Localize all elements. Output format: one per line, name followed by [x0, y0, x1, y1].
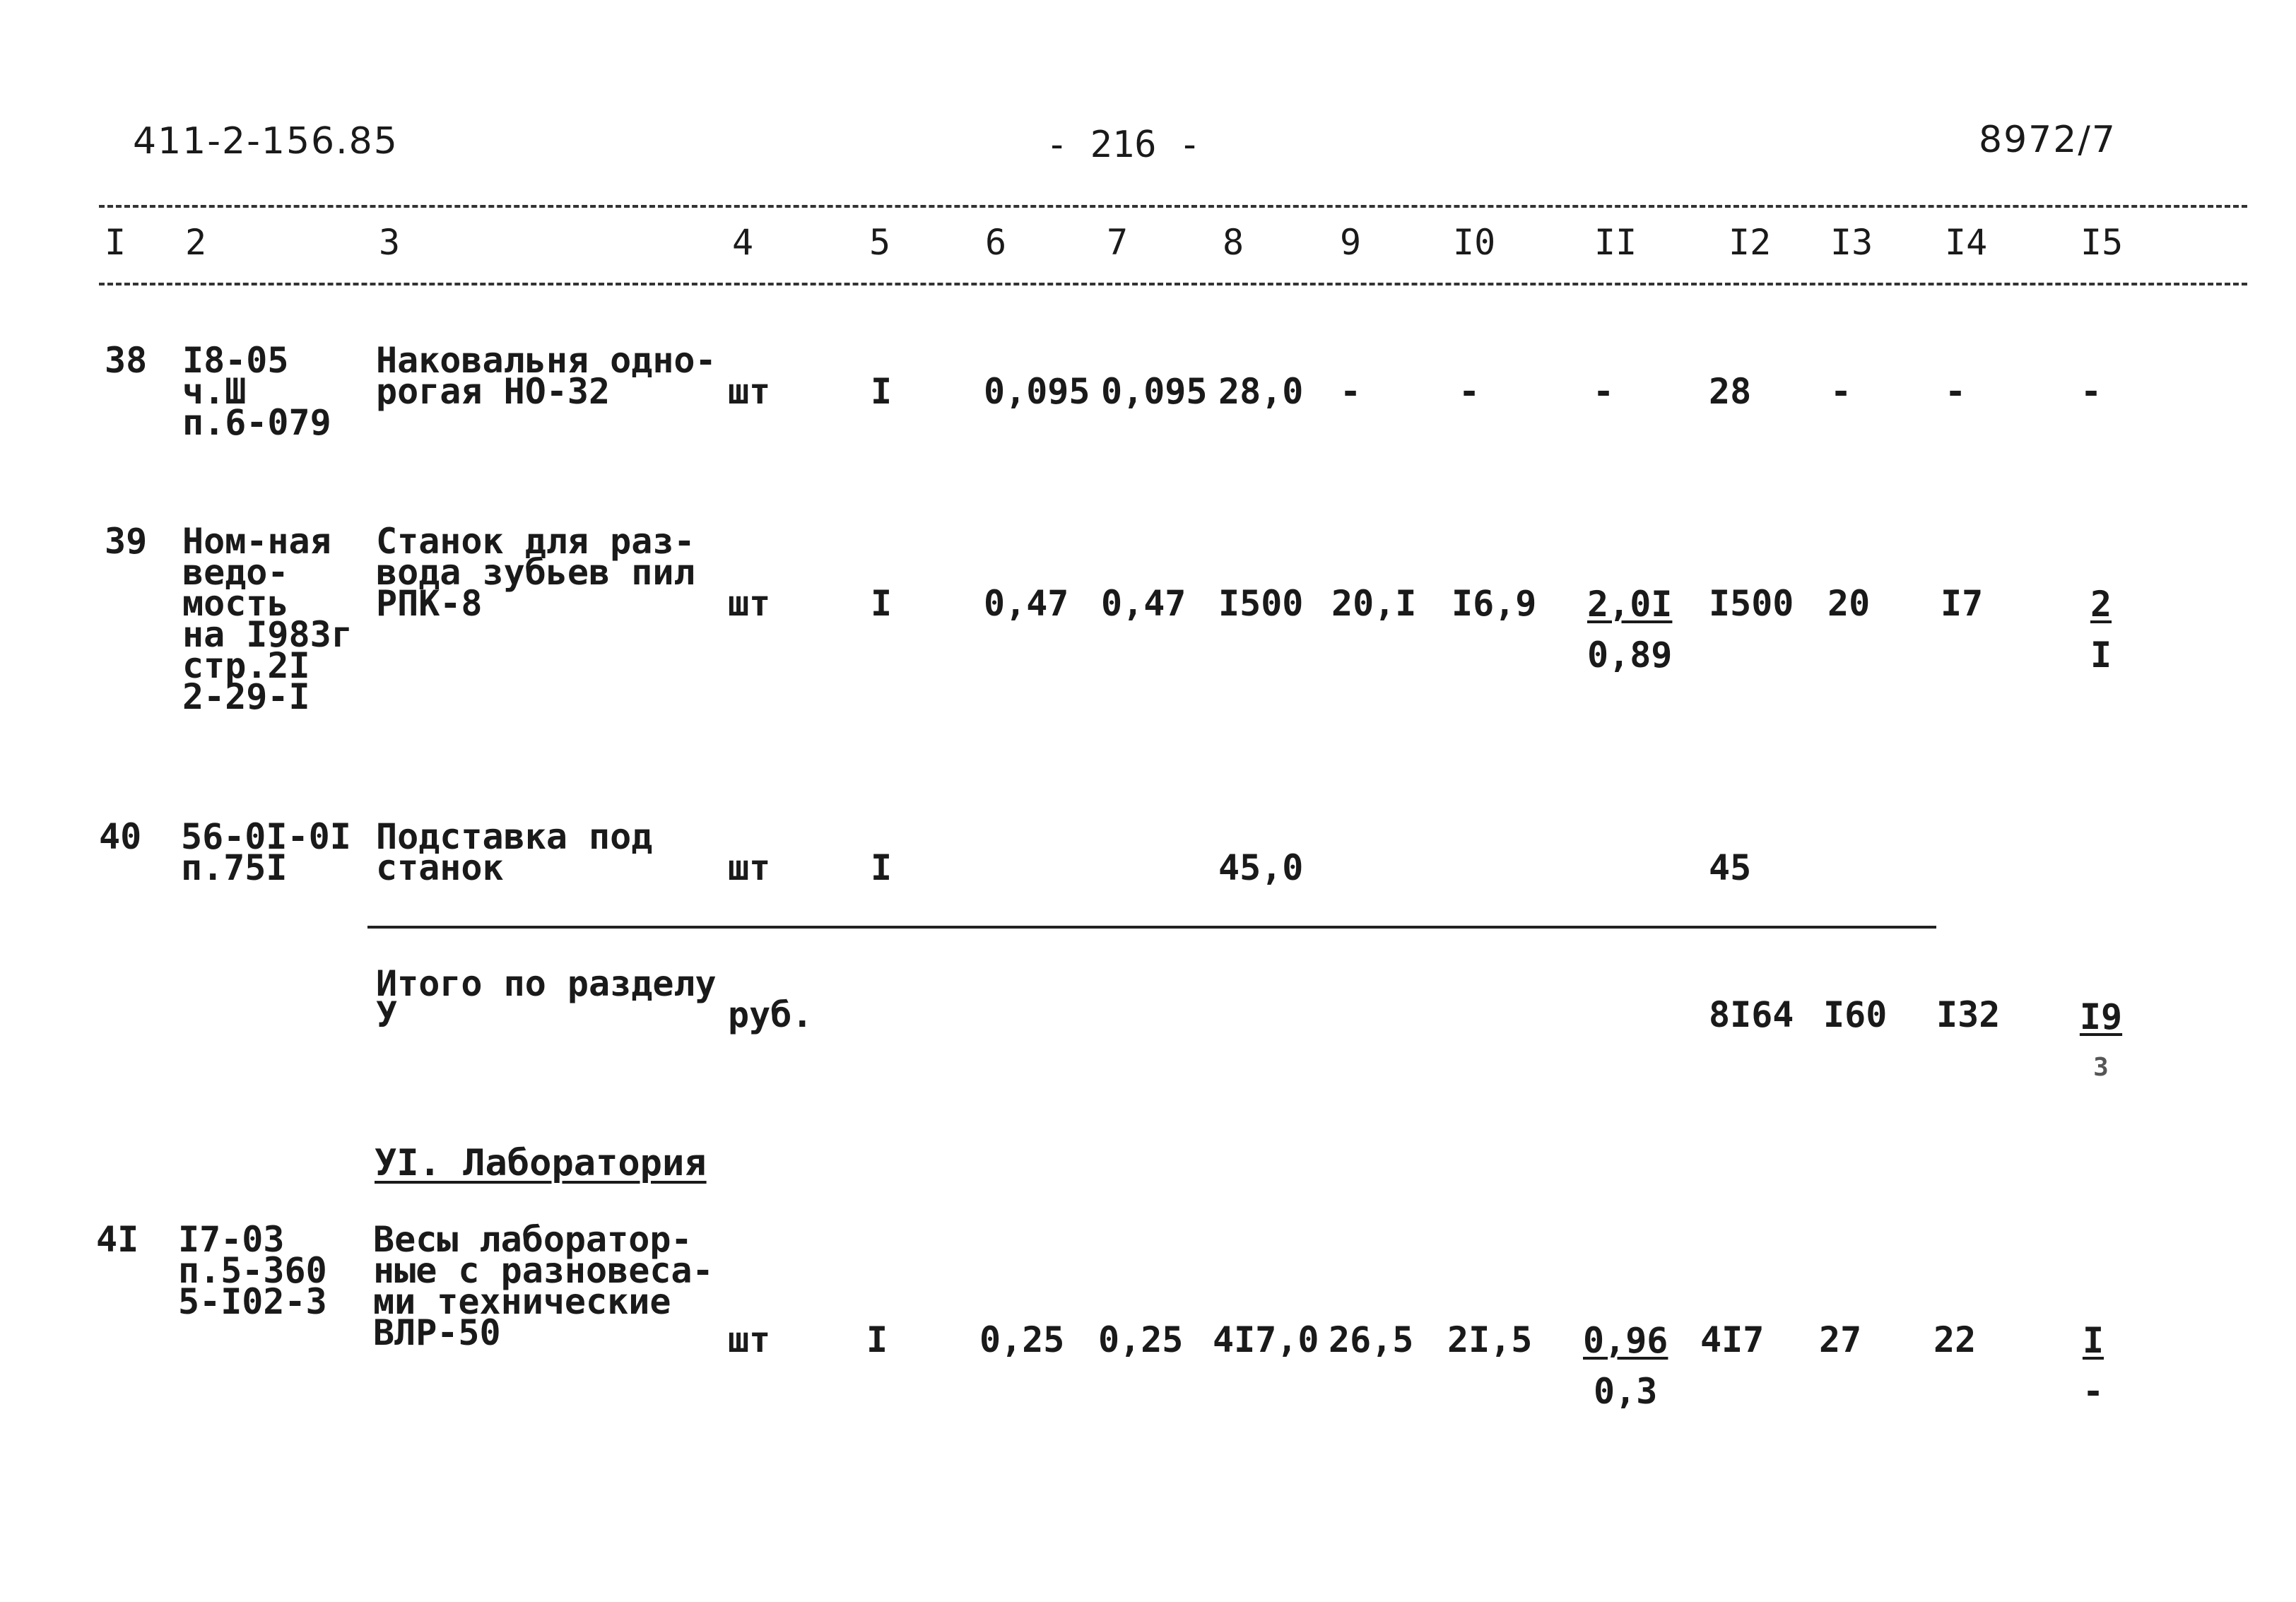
value-col-10: 2I,5	[1447, 1319, 1533, 1360]
col-13: I3	[1830, 222, 1873, 263]
col-2: 2	[185, 222, 207, 263]
fraction-col-11	[1583, 1316, 1668, 1416]
fraction-denominator: I	[2090, 635, 2112, 676]
price-reference: I8-05 ч.Ш п.6-079	[182, 340, 331, 443]
value-col-6: 0,47	[984, 583, 1069, 624]
fraction-numerator: I	[2082, 1320, 2104, 1361]
value-col-14: 22	[1933, 1319, 1977, 1360]
col-11: II	[1594, 222, 1637, 263]
sheet-code: 8972/7	[1979, 119, 2117, 161]
col-5: 5	[869, 222, 891, 263]
value-col-13: 27	[1819, 1319, 1862, 1360]
price-reference: I7-03 п.5-360 5-I02-3	[178, 1219, 327, 1322]
price-reference: 56-0I-0I п.75I	[181, 816, 351, 888]
section-title: УI. Лаборатория	[375, 1142, 707, 1184]
col-4: 4	[732, 222, 754, 263]
col-15: I5	[2080, 222, 2124, 263]
quantity: I	[871, 847, 893, 888]
total-col-14: I32	[1936, 994, 2001, 1035]
value-col-6: 0,095	[984, 371, 1090, 412]
value-col-14: -	[1945, 371, 1967, 412]
value-col-13: -	[1830, 371, 1852, 412]
fraction-col-15	[2066, 1316, 2120, 1416]
unit: шт	[728, 1319, 771, 1360]
total-col-12: 8I64	[1709, 994, 1794, 1035]
fraction-denominator: -	[2082, 1371, 2104, 1412]
value-col-8: I500	[1218, 583, 1304, 624]
value-col-7: 0,095	[1101, 371, 1208, 412]
row-number: 38	[105, 340, 148, 381]
col-1: I	[105, 222, 126, 263]
fraction-col-11	[1587, 579, 1672, 680]
value-col-12: 28	[1709, 371, 1752, 412]
value-col-6: 0,25	[979, 1319, 1065, 1360]
row-number: 4I	[96, 1219, 139, 1260]
value-col-8: 4I7,0	[1213, 1319, 1319, 1360]
value-col-10: -	[1459, 371, 1480, 412]
header-top-rule	[99, 205, 2247, 208]
value-col-8: 45,0	[1218, 847, 1304, 888]
value-col-12: 4I7	[1700, 1319, 1765, 1360]
document-code: 411-2-156.85	[133, 120, 399, 163]
fraction-numerator: 2	[2090, 584, 2112, 625]
unit: шт	[728, 583, 771, 624]
value-col-13: 20	[1827, 583, 1871, 624]
col-10: I0	[1453, 222, 1496, 263]
value-col-9: -	[1340, 371, 1362, 412]
fraction-numerator: 0,96	[1583, 1320, 1668, 1361]
item-name: Весы лаборатор- ные с разновеса- ми технические ВЛР-50	[373, 1219, 714, 1353]
fraction-numerator: 2,0I	[1587, 584, 1673, 625]
item-name: Подставка под станок	[376, 816, 653, 888]
price-reference: Ном-ная ведо- мость на I983г стр.2I 2-29-I	[182, 521, 353, 717]
total-fraction-col-15	[2071, 992, 2131, 1092]
subtotal-rule	[367, 926, 1936, 929]
value-col-9: 20,I	[1331, 583, 1417, 624]
page-number: - 216 -	[1046, 124, 1201, 166]
col-3: 3	[379, 222, 401, 263]
value-col-12: 45	[1709, 847, 1752, 888]
col-12: I2	[1729, 222, 1772, 263]
item-name: Наковальня одно- рогая НО-32	[376, 340, 717, 412]
value-col-15: -	[2080, 371, 2102, 412]
value-col-14: I7	[1941, 583, 1984, 624]
fraction-numerator: I9	[2079, 996, 2123, 1037]
value-col-7: 0,47	[1101, 583, 1187, 624]
fraction-col-15	[2071, 579, 2131, 680]
value-col-11: -	[1593, 371, 1615, 412]
value-col-10: I6,9	[1452, 583, 1537, 624]
fraction-denominator: 0,3	[1594, 1371, 1658, 1412]
total-col-13: I60	[1823, 994, 1888, 1035]
fraction-denominator: 0,89	[1587, 635, 1673, 676]
col-14: I4	[1945, 222, 1988, 263]
value-col-7: 0,25	[1098, 1319, 1184, 1360]
value-col-8: 28,0	[1218, 371, 1304, 412]
value-col-12: I500	[1709, 583, 1794, 624]
col-6: 6	[985, 222, 1007, 263]
value-col-9: 26,5	[1329, 1319, 1414, 1360]
col-9: 9	[1340, 222, 1362, 263]
unit: шт	[728, 847, 771, 888]
row-number: 40	[99, 816, 142, 857]
total-label: Итого по разделу У	[376, 963, 717, 1035]
quantity: I	[871, 583, 893, 624]
header-bottom-rule	[99, 283, 2247, 285]
col-8: 8	[1223, 222, 1244, 263]
col-7: 7	[1107, 222, 1129, 263]
quantity: I	[866, 1319, 888, 1360]
item-name: Станок для раз- вода зубьев пил РПК-8	[376, 521, 695, 624]
total-unit: руб.	[728, 994, 813, 1035]
unit: шт	[728, 371, 771, 412]
fraction-denominator: 3	[2093, 1053, 2109, 1082]
row-number: 39	[105, 521, 148, 562]
quantity: I	[871, 371, 893, 412]
